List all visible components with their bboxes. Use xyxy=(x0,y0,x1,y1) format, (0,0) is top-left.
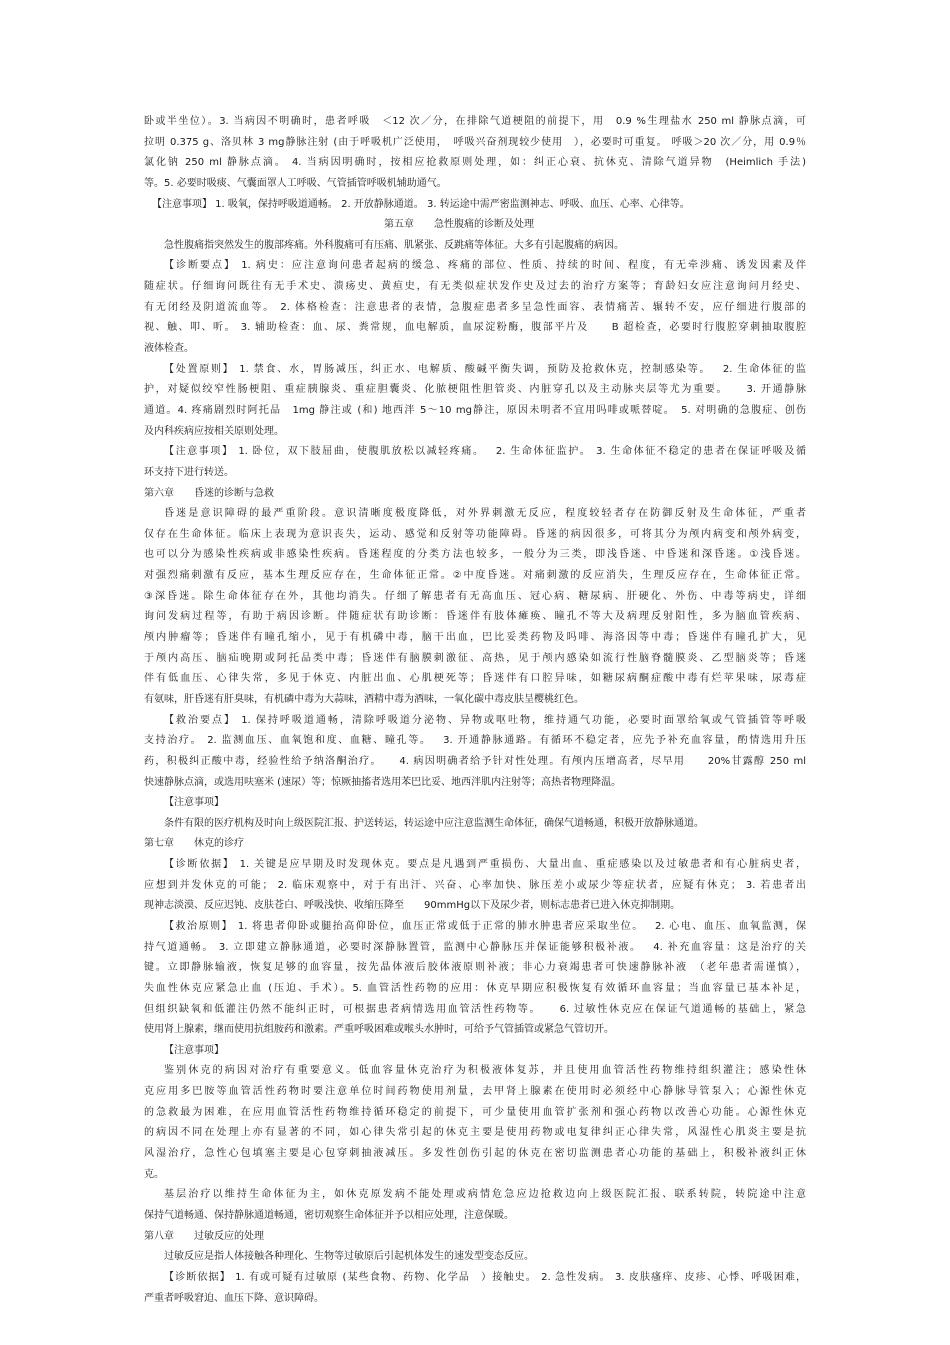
body-line: 药，积极纠正酸中毒，经验性给予纳洛酮治疗。 4. 病因明确者给予针对性处理。有颅内压增高者，尽早用 20%甘露醇 250 ml xyxy=(144,755,806,767)
body-line: 护，对疑似绞窄性肠梗阻、重症胰腺炎、重症胆囊炎、化脓梗阻性胆管炎、内脏穿孔以及主动脉夹层等尤为重要。 3. 开通静脉 xyxy=(144,384,806,396)
body-line: 视、触、叩、听。 3. 辅助检查：血、尿、粪常规，血电解质，血尿淀粉酶，腹部平片及 B 超检查，必要时行腹腔穿刺抽取腹腔 xyxy=(144,322,806,334)
paragraph-line: 过敏反应是指人体接触各种理化、生物等过敏原后引起机体发生的速发型变态反应。 xyxy=(164,1251,534,1263)
body-line: 失血性休克应紧急止血 (压迫、手术）。5. 血管活性药物的应用：休克早期应积极恢复有效循环血容量；当血容量已基本补足， xyxy=(144,982,806,994)
body-line: 使用肾上腺素，继而使用抗组胺药和激素。严重呼吸困难或喉头水肿时，可给予气管插管或紧急气管切开。 xyxy=(144,1024,614,1036)
document-body xyxy=(144,112,806,1309)
body-line: 应想到并发休克的可能； 2. 临床观察中，对于有出汗、兴奋、心率加快、脉压差小或尿少等症状者，应疑有休克； 3. 若患者出 xyxy=(144,879,806,891)
body-line: 但组织缺氧和低灌注仍然不能纠正时，可根据患者病情选用血管活性药物等。 6. 过敏性休克应在保证气道通畅的基础上，紧急 xyxy=(144,1003,806,1015)
body-line: 也可以分为感染性疾病或非感染性疾病。昏迷程度的分类方法也较多，一般分为三类，即浅昏迷、中昏迷和深昏迷。①浅昏迷。 xyxy=(144,549,806,561)
body-line: 快速静脉点滴，或选用呋塞米 (速尿）等；惊厥抽搐者选用苯巴比妥、地西泮肌内注射等；高热者物理降温。 xyxy=(144,776,622,788)
body-line: 克应用多巴胺等血管活性药物时要注意单位时间药物使用剂量，去甲肾上腺素在使用时必须经中心静脉导管泵入；心源性休克 xyxy=(144,1086,806,1098)
paragraph-line: 昏迷是意识障碍的最严重阶段。意识清晰度极度降低，对外界刺激无反应，程度较轻者存在防御反射及生命体征，严重者 xyxy=(164,508,806,520)
body-line: 有无闭经及阴道流血等。 2. 体格检查：注意患者的表情，急腹症患者多呈急性面容、表情痛苦、辗转不安，应仔细进行腹部的 xyxy=(144,301,806,313)
body-line: 询问发病过程等，有助于病因诊断。伴随症状有助诊断：昏迷伴有肢体瘫痪、瞳孔不等大及病理反射阳性，多为脑血管疾病、 xyxy=(144,611,806,623)
body-line: 等。5. 必要时吸痰、气囊面罩人工呼吸、气管插管呼吸机辅助通气。 xyxy=(144,177,447,189)
paragraph-line: 条件有限的医疗机构及时向上级医院汇报、护送转运，转运途中应注意监测生命体征，确保气道畅通，积极开放静脉通道。 xyxy=(164,817,704,829)
chapter-heading: 第八章 过敏反应的处理 xyxy=(144,1230,264,1242)
section-label: 【注意事项】 xyxy=(164,797,224,809)
body-line: 氯化钠 250 ml 静脉点滴。 4. 当病因明确时，按相应抢救原则处理，如：纠正心衰、抗休克、清除气道异物 (Heimlich 手法) xyxy=(144,157,806,169)
notes-line: 【注意事项】 1. 吸氧，保持呼吸道通畅。 2. 开放静脉通道。 3. 转运途中需严密监测神志、呼吸、血压、心率、心律等。 xyxy=(152,198,690,210)
body-line: 仅存在生命体征。临床上表现为意识丧失，运动、感觉和反射等功能障碍。昏迷的病因很多，可将其分为颅内病变和颅外病变， xyxy=(144,528,806,540)
body-line: 【救治要点】 1. 保持呼吸道通畅，清除呼吸道分泌物、异物或呕吐物，维持通气功能，必要时面罩给氧或气管插管等呼吸 xyxy=(164,714,806,726)
body-line: 【诊断要点】 1. 病史：应注意询问患者起病的缓急、疼痛的部位、性质、持续的时间、程度，有无牵涉痛、诱发因素及伴 xyxy=(164,260,806,272)
body-line: 风湿治疗，急性心包填塞主要是心包穿刺抽液减压。多发性创伤引起的休克在密切监测患者心功能的基础上，积极补液纠正休 xyxy=(144,1148,806,1160)
paragraph-line: 急性腹痛指突然发生的腹部疼痛。外科腹痛可有压痛、肌紧张、反跳痛等体征。大多有引起腹痛的病因。 xyxy=(164,239,624,251)
chapter-heading: 第七章 休克的诊疗 xyxy=(144,838,244,850)
body-line: 伴有低血压、心律失常，多见于休克、内脏出血、心肌梗死等；昏迷伴有口腔异味，如糖尿病酮症酸中毒有烂苹果味，尿毒症 xyxy=(144,673,806,685)
body-line: 随症状。仔细询问既往有无手术史、溃疡史、黄疸史，有无类似症状发作史及过去的治疗方案等；育龄妇女应注意询问月经史、 xyxy=(144,281,806,293)
body-line: 支持治疗。 2. 监测血压、血氧饱和度、血糖、瞳孔等。 3. 开通静脉通路。有循环不稳定者，应先予补充血容量，酌情选用升压 xyxy=(144,735,806,747)
paragraph-line: 基层治疗以维持生命体征为主，如休克原发病不能处理或病情危急应边抢救边向上级医院汇报、联系转院，转院途中注意 xyxy=(164,1189,806,1201)
body-line: 严重者呼吸窘迫、血压下降、意识障碍。 xyxy=(144,1292,324,1304)
body-line: 通道。4. 疼痛剧烈时阿托品 1mg 静注或 (和) 地西泮 5～10 mg静注，原因未明者不宜用吗啡或哌替啶。 5. 对明确的急腹症、创伤 xyxy=(144,404,806,416)
section-label: 【注意事项】 xyxy=(164,1044,224,1056)
paragraph-line: 鉴别休克的病因对治疗有重要意义。低血容量休克治疗为积极液体复苏，并且使用血管活性药物维持组织灌注；感染性休 xyxy=(164,1065,806,1077)
body-line: 克。 xyxy=(144,1168,164,1180)
body-line: 对强烈痛刺激有反应，基本生理反应存在，生命体征正常。②中度昏迷。对痛刺激的反应消失，生理反应存在，生命体征正常。 xyxy=(144,570,806,582)
body-line: 键。立即静脉输液，恢复足够的血容量，按先晶体液后胶体液原则补液；非心力衰竭患者可快速静脉补液 （老年患者需谨慎）， xyxy=(144,962,806,974)
body-line: 于颅内高压、脑疝晚期或阿托品类中毒；昏迷伴有脑膜刺激征、高热，见于颅内感染如流行性脑脊髓膜炎、乙型脑炎等；昏迷 xyxy=(144,652,806,664)
body-line: ③深昏迷。除生命体征存在外，其他均消失。仔细了解患者有无高血压、冠心病、糖尿病、肝硬化、外伤、中毒等病史，详细 xyxy=(144,590,806,602)
body-line: 的病因不同在处理上亦有显著的不同，如心律失常引起的休克主要是使用药物或电复律纠正心律失常，风湿性心肌炎主要是抗 xyxy=(144,1127,806,1139)
body-line: 现神志淡漠、反应迟钝、皮肤苍白、呼吸浅快、收缩压降至 90mmHg以下及尿少者，则标志患者已进入休克抑制期。 xyxy=(144,900,681,912)
body-line: 及内科疾病应按相关原则处理。 xyxy=(144,425,284,437)
body-line: 持气道通畅。 3. 立即建立静脉通道，必要时深静脉置管，监测中心静脉压并保证能够积极补液。 4. 补充血容量：这是治疗的关 xyxy=(144,941,806,953)
body-line: 【注意事项】 1. 卧位，双下肢屈曲，使腹肌放松以减轻疼痛。 2. 生命体征监护。 3. 生命体征不稳定的患者在保证呼吸及循 xyxy=(164,446,806,458)
body-line: 有氨味，肝昏迷有肝臭味，有机磷中毒为大蒜味，酒精中毒为酒味，一氧化碳中毒皮肤呈樱桃红色。 xyxy=(144,693,584,705)
chapter-heading: 第五章 急性腹痛的诊断及处理 xyxy=(384,219,534,231)
body-line: 【诊断依据】 1. 关键是应早期及时发现休克。要点是凡遇到严重损伤、大量出血、重症感染以及过敏患者和有心脏病史者， xyxy=(164,859,806,871)
body-line: 【救治原则】 1. 将患者仰卧或腿抬高仰卧位，血压正常或低于正常的肺水肿患者应采取坐位。 2. 心电、血压、血氧监测，保 xyxy=(164,920,806,932)
chapter-heading: 第六章 昏迷的诊断与急救 xyxy=(144,487,274,499)
body-line: 拉明 0.375 g、洛贝林 3 mg静脉注射 (由于呼吸机广泛使用， 呼吸兴奋剂现较少使用 ），必要时可重复。 呼吸＞20 次／分，用 0.9％ xyxy=(144,136,806,148)
body-line: 颅内肿瘤等；昏迷伴有瞳孔缩小，见于有机磷中毒，脑干出血，巴比妥类药物及吗啡、海洛因等中毒；昏迷伴有瞳孔扩大，见 xyxy=(144,632,806,644)
body-line: 的急救最为困难，在应用血管活性药物维持循环稳定的前提下，可少量使用血管扩张剂和强心药物以改善心功能。心源性休克 xyxy=(144,1106,806,1118)
body-line: 保持气道畅通、保持静脉通道畅通，密切观察生命体征并予以相应处理，注意保暖。 xyxy=(144,1209,514,1221)
body-line: 环支持下进行转送。 xyxy=(144,466,234,478)
body-line: 【处置原则】 1. 禁食、水，胃肠减压，纠正水、电解质、酸碱平衡失调，预防及抢救休克，控制感染等。 2. 生命体征的监 xyxy=(164,363,806,375)
body-line: 液体检查。 xyxy=(144,343,194,355)
body-line: 【诊断依据】 1. 有或可疑有过敏原 (某些食物、药物、化学品 ）接触史。 2. 急性发病。 3. 皮肤瘙痒、皮疹、心悸、呼吸困难， xyxy=(164,1271,806,1283)
body-line: 卧或半坐位）。3. 当病因不明确时，患者呼吸 ＜12 次／分，在排除气道梗阻的前提下，用 0.9 %生理盐水 250 ml 静脉点滴，可 xyxy=(144,116,806,127)
